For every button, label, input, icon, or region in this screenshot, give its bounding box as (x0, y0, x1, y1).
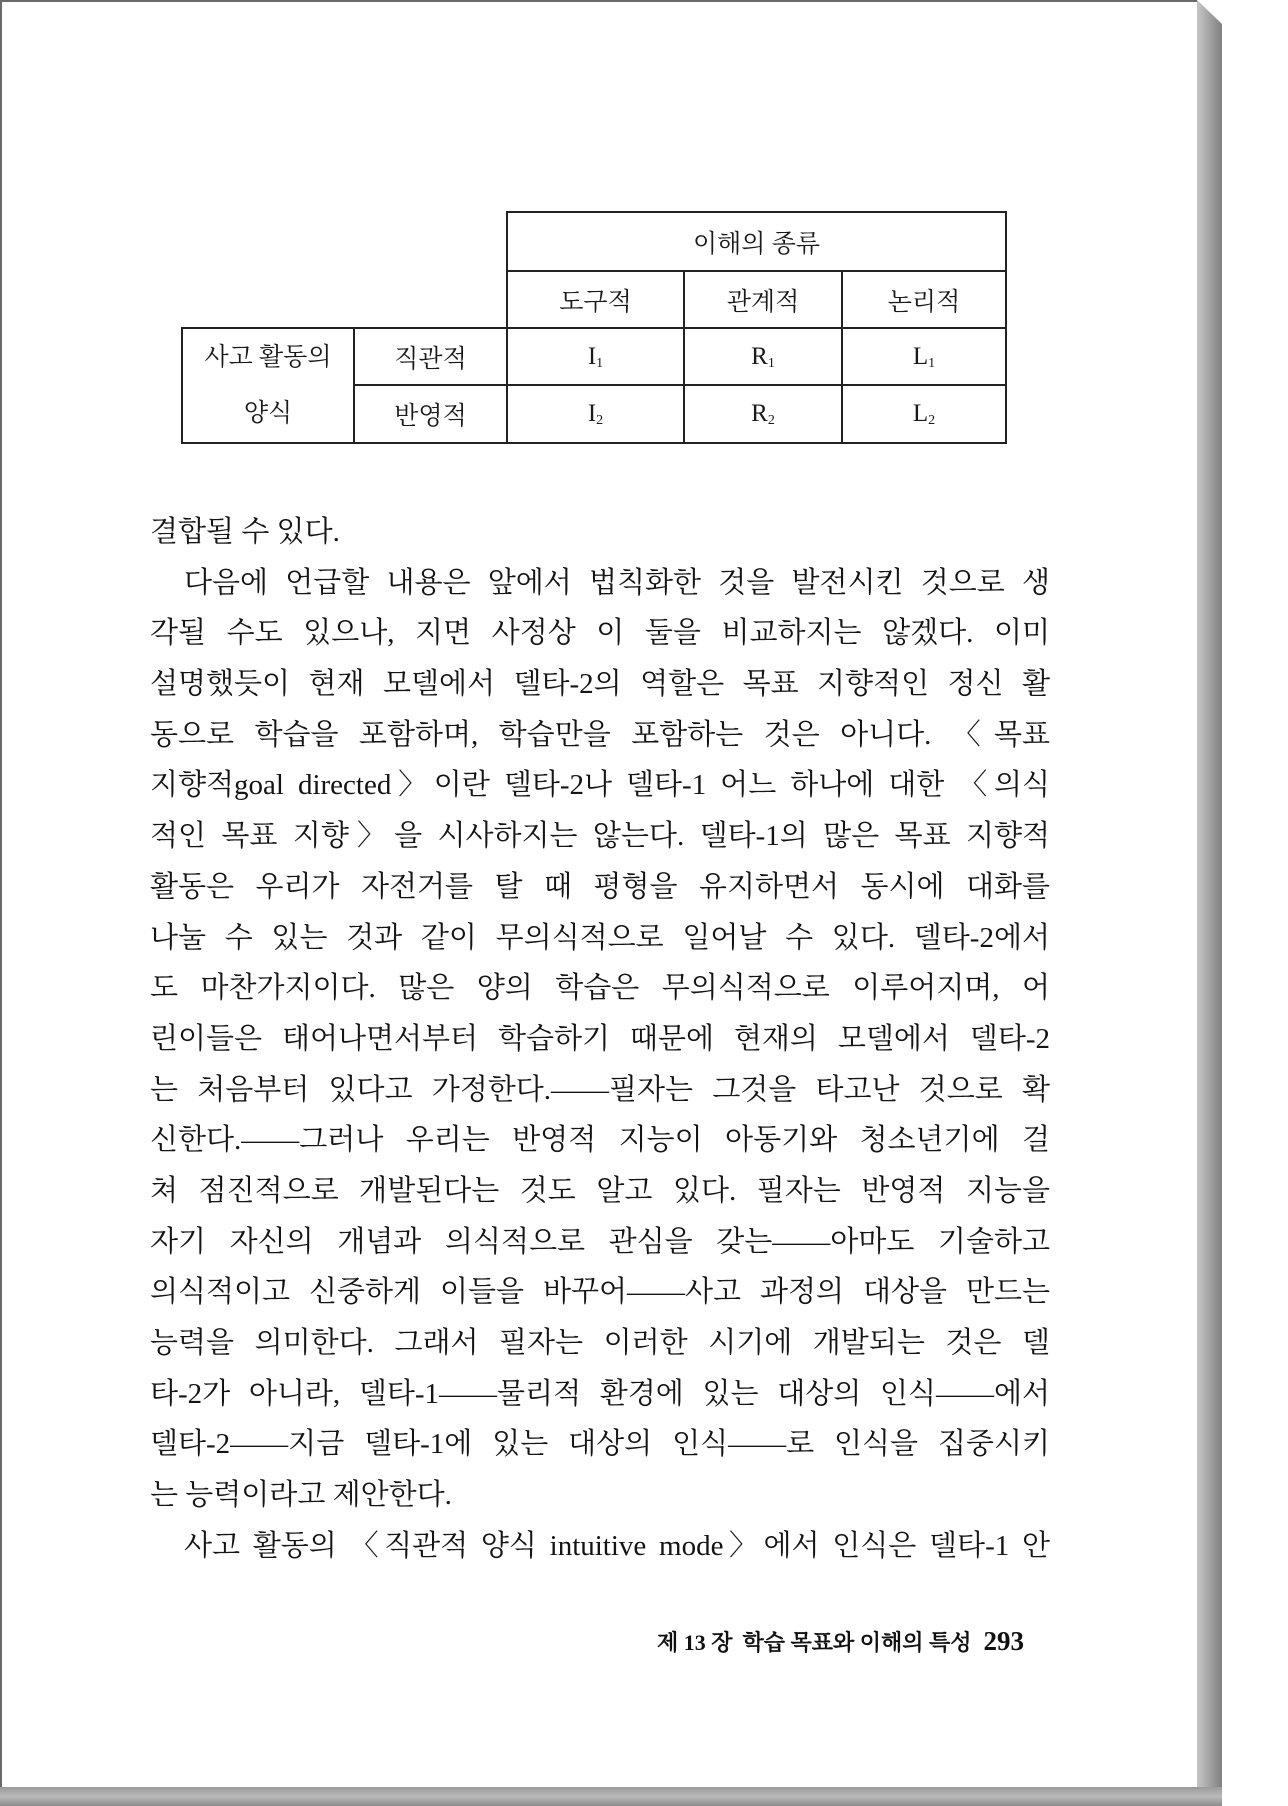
row-group-label-line: 양식 (243, 399, 293, 427)
body-text-line: 는 처음부터 있다고 가정한다.——필자는 그것을 타고난 것으로 확 (150, 1073, 1050, 1106)
table-cell (684, 385, 842, 443)
page-number: 293 (983, 1626, 1024, 1656)
table-corner-blank (182, 212, 507, 328)
cell-symbol: L (912, 400, 929, 427)
cell-symbol: R (751, 342, 768, 370)
cell-subscript: 2 (596, 413, 604, 428)
table-cell (684, 328, 842, 385)
table-cell (507, 328, 684, 385)
footer-chapter: 제 13 장 (656, 1630, 733, 1655)
page-edge-bottom (0, 1787, 1222, 1806)
table-cell (842, 385, 1006, 443)
cell-symbol: L (912, 342, 929, 370)
row-group-label-line: 사고 활동의 (204, 343, 332, 371)
row-header-intuitive: 직관적 (354, 328, 507, 385)
body-text-line: 는 능력이라고 제안한다. (150, 1479, 452, 1512)
page-edge-right (1197, 0, 1222, 1806)
table-header-title: 이해의 종류 (507, 212, 1006, 271)
cell-subscript: 1 (928, 355, 936, 371)
column-header-instrumental: 도구적 (507, 271, 684, 328)
body-text-line: 신한다.——그러나 우리는 반영적 지능이 아동기와 청소년기에 걸 (150, 1124, 1050, 1157)
body-text (150, 507, 1050, 1571)
body-text-line: 사고 활동의 〈직관적 양식 intuitive mode〉에서 인식은 델타-1 안 (184, 1529, 1050, 1562)
body-text-line: 각될 수도 있으나, 지면 사정상 이 둘을 비교하지는 않겠다. 이미 (150, 617, 1050, 650)
table-cell (507, 385, 684, 443)
body-text-line: 자기 자신의 개념과 의식적으로 관심을 갖는——아마도 기술하고 (150, 1225, 1050, 1258)
body-text-line: 결합될 수 있다. (150, 516, 340, 548)
body-text-line: 지향적goal directed〉이란 델타-2나 델타-1 어느 하나에 대한 〈의식 (150, 769, 1050, 802)
column-header-relational: 관계적 (684, 271, 842, 328)
footer-running-title: 학습 목표와 이해의 특성 (742, 1630, 972, 1655)
body-text-line: 다음에 언급할 내용은 앞에서 법칙화한 것을 발전시킨 것으로 생 (184, 566, 1050, 599)
running-footer (657, 1621, 1024, 1661)
cell-subscript: 1 (767, 355, 775, 371)
body-text-line: 나눌 수 있는 것과 같이 무의식적으로 일어날 수 있다. 델타-2에서 (150, 921, 1050, 954)
cell-subscript: 2 (928, 413, 936, 428)
body-text-line: 델타-2——지금 델타-1에 있는 대상의 인식——로 인식을 집중시키 (150, 1428, 1050, 1461)
body-text-line: 도 마찬가지이다. 많은 양의 학습은 무의식적으로 이루어지며, 어 (150, 972, 1050, 1005)
cell-subscript: 2 (767, 413, 775, 428)
row-group-label (182, 328, 354, 443)
table-cell (842, 328, 1006, 385)
column-header-logical: 논리적 (842, 271, 1006, 328)
body-text-line: 린이들은 태어나면서부터 학습하기 때문에 현재의 모델에서 델타-2 (150, 1022, 1050, 1055)
body-text-line: 의식적이고 신중하게 이들을 바꾸어——사고 과정의 대상을 만드는 (150, 1276, 1050, 1309)
body-text-line: 능력을 의미한다. 그래서 필자는 이러한 시기에 개발되는 것은 델 (150, 1327, 1050, 1359)
row-header-reflective: 반영적 (354, 385, 507, 443)
body-text-line: 활동은 우리가 자전거를 탈 때 평형을 유지하면서 동시에 대화를 (150, 870, 1050, 903)
body-text-line: 동으로 학습을 포함하며, 학습만을 포함하는 것은 아니다. 〈목표 (150, 718, 1050, 751)
cell-symbol: I (587, 400, 597, 427)
cell-symbol: R (751, 400, 768, 427)
cell-subscript: 1 (596, 355, 604, 371)
body-text-line: 설명했듯이 현재 모델에서 델타-2의 역할은 목표 지향적인 정신 활 (150, 668, 1050, 701)
body-text-line: 쳐 점진적으로 개발된다는 것도 알고 있다. 필자는 반영적 지능을 (150, 1174, 1050, 1207)
body-text-line: 타-2가 아니라, 델타-1——물리적 환경에 있는 대상의 인식——에서 (150, 1377, 1050, 1410)
body-text-line: 적인 목표 지향〉을 시사하지는 않는다. 델타-1의 많은 목표 지향적 (150, 820, 1050, 853)
understanding-types-table (181, 211, 1007, 444)
cell-symbol: I (587, 342, 597, 370)
